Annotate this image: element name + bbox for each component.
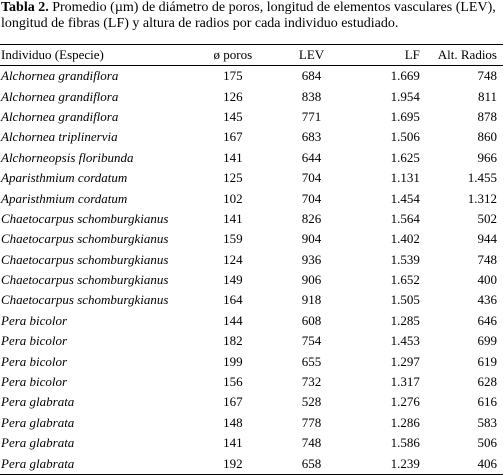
cell-ray-height: 811 [477, 88, 497, 104]
table-row [0, 270, 503, 290]
cell-ray-height: 400 [477, 272, 497, 288]
cell-lev: 936 [301, 251, 322, 267]
cell-lf: 1.276 [390, 394, 420, 410]
cell-species: Pera bicolor [1, 333, 68, 349]
cell-lf: 1.539 [390, 251, 420, 267]
cell-pore-diameter: 156 [223, 374, 243, 390]
cell-pore-diameter: 141 [223, 149, 243, 165]
cell-lf: 1.506 [390, 129, 420, 145]
cell-species: Chaetocarpus schomburgkianus [1, 210, 169, 226]
cell-species: Pera glabrata [1, 394, 75, 410]
cell-ray-height: 506 [477, 435, 497, 451]
cell-species: Chaetocarpus schomburgkianus [1, 251, 169, 267]
cell-lev: 608 [301, 312, 322, 328]
table-row [0, 168, 503, 188]
table-row [0, 229, 503, 249]
cell-pore-diameter: 148 [223, 414, 243, 430]
caption-label: Tabla 2. [1, 0, 49, 15]
header-species: Individuo (Especie) [1, 47, 104, 62]
cell-lf: 1.695 [390, 108, 420, 124]
cell-pore-diameter: 199 [223, 353, 243, 369]
cell-lev: 778 [301, 414, 322, 430]
cell-ray-height: 699 [477, 333, 497, 349]
cell-species: Aparisthmium cordatum [1, 170, 128, 186]
cell-ray-height: 502 [477, 210, 497, 226]
cell-species: Alchornea grandiflora [1, 108, 119, 124]
cell-lf: 1.317 [390, 374, 420, 390]
cell-ray-height: 1.312 [467, 190, 497, 206]
table-row [0, 453, 503, 474]
cell-ray-height: 748 [477, 251, 497, 267]
cell-ray-height: 646 [477, 312, 497, 328]
cell-species: Alchornea grandiflora [1, 68, 119, 84]
cell-lf: 1.297 [390, 353, 420, 369]
cell-lev: 771 [301, 108, 322, 124]
cell-species: Pera bicolor [1, 374, 68, 390]
table-row [0, 250, 503, 270]
cell-species: Chaetocarpus schomburgkianus [1, 231, 169, 247]
table-row [0, 66, 503, 87]
cell-species: Alchornea grandiflora [1, 88, 119, 104]
cell-ray-height: 878 [477, 108, 497, 124]
cell-ray-height: 966 [477, 149, 497, 165]
table-row [0, 331, 503, 351]
cell-pore-diameter: 167 [223, 394, 243, 410]
cell-lf: 1.286 [390, 414, 420, 430]
cell-ray-height: 616 [477, 394, 497, 410]
table-row [0, 392, 503, 412]
cell-ray-height: 944 [477, 231, 497, 247]
cell-lf: 1.402 [390, 231, 420, 247]
cell-lev: 754 [301, 333, 322, 349]
cell-ray-height: 748 [477, 68, 497, 84]
cell-ray-height: 436 [477, 292, 497, 308]
cell-lev: 838 [301, 88, 322, 104]
cell-pore-diameter: 149 [223, 272, 243, 288]
cell-ray-height: 406 [477, 455, 497, 471]
cell-lev: 658 [301, 455, 322, 471]
table-row [0, 311, 503, 331]
cell-pore-diameter: 102 [223, 190, 243, 206]
cell-lf: 1.453 [390, 333, 420, 349]
cell-lf: 1.131 [390, 170, 420, 186]
cell-pore-diameter: 167 [223, 129, 243, 145]
cell-lf: 1.586 [390, 435, 420, 451]
cell-pore-diameter: 126 [223, 88, 243, 104]
cell-pore-diameter: 144 [223, 312, 243, 328]
table-row [0, 148, 503, 168]
table-row [0, 209, 503, 229]
cell-ray-height: 1.455 [467, 170, 497, 186]
cell-lf: 1.505 [390, 292, 420, 308]
cell-ray-height: 860 [477, 129, 497, 145]
cell-lev: 904 [301, 231, 322, 247]
table-row [0, 433, 503, 453]
cell-pore-diameter: 175 [223, 68, 243, 84]
cell-lf: 1.564 [390, 210, 420, 226]
cell-lf: 1.652 [390, 272, 420, 288]
cell-lev: 918 [301, 292, 322, 308]
table-row [0, 413, 503, 433]
cell-lev: 683 [301, 129, 322, 145]
header-ray-height: Alt. Radios [437, 47, 497, 62]
cell-ray-height: 628 [477, 374, 497, 390]
cell-pore-diameter: 145 [223, 108, 243, 124]
cell-lf: 1.954 [390, 88, 420, 104]
cell-pore-diameter: 141 [223, 210, 243, 226]
cell-pore-diameter: 125 [223, 170, 243, 186]
cell-pore-diameter: 182 [223, 333, 243, 349]
cell-species: Pera glabrata [1, 455, 75, 471]
cell-lf: 1.285 [390, 312, 420, 328]
cell-ray-height: 583 [477, 414, 497, 430]
table-header [0, 45, 503, 66]
cell-lev: 906 [301, 272, 322, 288]
cell-pore-diameter: 164 [223, 292, 243, 308]
header-pore-diameter: ø poros [213, 47, 253, 62]
header-lf: LF [404, 47, 420, 62]
table-row [0, 127, 503, 147]
cell-pore-diameter: 159 [223, 231, 243, 247]
cell-species: Aparisthmium cordatum [1, 190, 128, 206]
cell-species: Pera bicolor [1, 312, 68, 328]
cell-lev: 732 [301, 374, 322, 390]
cell-lf: 1.625 [390, 149, 420, 165]
cell-species: Chaetocarpus schomburgkianus [1, 272, 169, 288]
cell-lev: 704 [301, 190, 322, 206]
header-lev: LEV [298, 47, 325, 62]
table-row [0, 86, 503, 106]
cell-species: Chaetocarpus schomburgkianus [1, 292, 169, 308]
caption-text: Promedio (µm) de diámetro de poros, longitud de elementos vasculares (LEV), longitud de fibras (LF) y altura de radios por cada individuo estudiado. [1, 0, 496, 31]
cell-lev: 655 [301, 353, 322, 369]
cell-lf: 1.239 [390, 455, 420, 471]
cell-species: Alchorneopsis floribunda [1, 149, 134, 165]
table-caption [1, 0, 501, 32]
cell-species: Pera glabrata [1, 414, 75, 430]
cell-pore-diameter: 141 [223, 435, 243, 451]
cell-species: Alchornea triplinervia [1, 129, 118, 145]
table-row [0, 188, 503, 208]
table-row [0, 351, 503, 371]
cell-lev: 704 [301, 170, 322, 186]
cell-species: Pera glabrata [1, 435, 75, 451]
cell-lev: 644 [301, 149, 322, 165]
cell-pore-diameter: 124 [223, 251, 243, 267]
cell-ray-height: 619 [477, 353, 497, 369]
table-row [0, 290, 503, 310]
cell-pore-diameter: 192 [223, 455, 243, 471]
table-row [0, 107, 503, 127]
cell-species: Pera bicolor [1, 353, 68, 369]
cell-lev: 684 [301, 68, 322, 84]
table-row [0, 372, 503, 392]
cell-lf: 1.454 [390, 190, 420, 206]
cell-lf: 1.669 [390, 68, 420, 84]
cell-lev: 748 [301, 435, 322, 451]
table-body [0, 66, 503, 475]
cell-lev: 826 [301, 210, 322, 226]
cell-lev: 528 [301, 394, 322, 410]
header-row [0, 45, 503, 66]
data-table [0, 44, 503, 475]
